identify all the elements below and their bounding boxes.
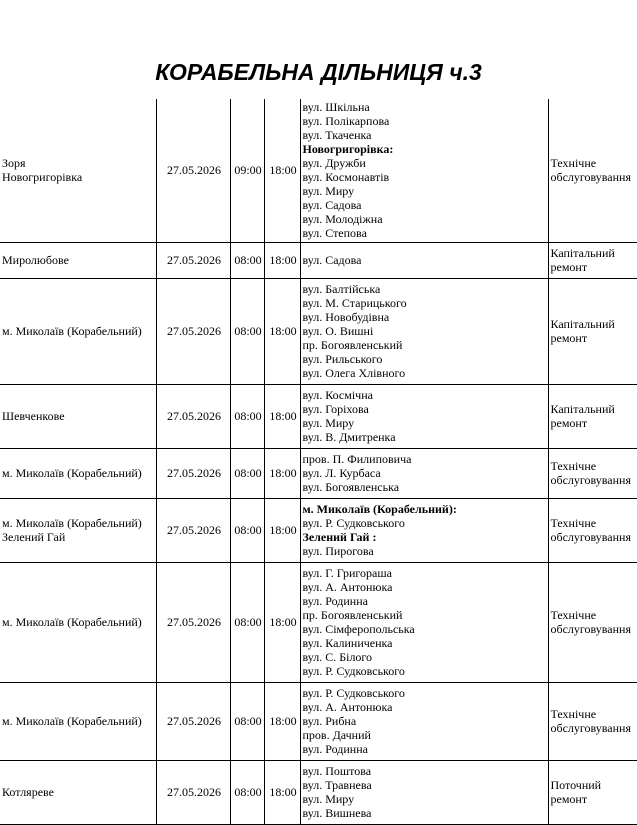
work-type-cell — [548, 562, 637, 682]
street-name: вул. Поштова — [303, 764, 548, 778]
work-type-text: Технічне — [551, 156, 637, 170]
work-type-text: ремонт — [551, 792, 637, 806]
street-name: вул. Молодіжна — [303, 212, 548, 226]
date-cell: 27.05.2026 — [156, 448, 230, 498]
settlement-cell — [0, 278, 156, 384]
work-type-text: Капітальний — [551, 317, 637, 331]
work-type-text: Технічне — [551, 516, 637, 530]
start-time-cell: 08:00 — [230, 278, 264, 384]
work-type-text: ремонт — [551, 416, 637, 430]
work-type-cell — [548, 278, 637, 384]
table-row — [0, 99, 637, 242]
street-name: вул. Садова — [303, 198, 548, 212]
work-type-cell — [548, 498, 637, 562]
work-type-text: обслуговування — [551, 170, 637, 184]
street-name: вул. Миру — [303, 416, 548, 430]
work-type-text: ремонт — [551, 331, 637, 345]
start-time-cell: 08:00 — [230, 562, 264, 682]
date-cell: 27.05.2026 — [156, 498, 230, 562]
street-name: вул. Травнева — [303, 778, 548, 792]
work-type-cell — [548, 242, 637, 278]
end-time-cell: 18:00 — [264, 562, 300, 682]
date-cell: 27.05.2026 — [156, 760, 230, 824]
street-name: вул. Богоявленська — [303, 480, 548, 494]
streets-cell — [300, 99, 548, 242]
table-row — [0, 384, 637, 448]
street-name: вул. Г. Григораша — [303, 566, 548, 580]
date-cell: 27.05.2026 — [156, 682, 230, 760]
outage-schedule-body — [0, 99, 637, 824]
street-name: вул. Калиниченка — [303, 636, 548, 650]
settlement-name: м. Миколаїв (Корабельний) — [2, 615, 156, 629]
settlement-name: Новогригорівка — [2, 170, 156, 184]
street-name: вул. Олега Хлівного — [303, 366, 548, 380]
street-name: вул. Полікарпова — [303, 114, 548, 128]
page-title: КОРАБЕЛЬНА ДІЛЬНИЦЯ ч.3 — [0, 58, 637, 86]
settlement-name: Миролюбове — [2, 253, 156, 267]
date-cell: 27.05.2026 — [156, 278, 230, 384]
street-name: вул. Р. Судковського — [303, 664, 548, 678]
work-type-text: Технічне — [551, 608, 637, 622]
table-row — [0, 278, 637, 384]
street-name: вул. Родинна — [303, 594, 548, 608]
street-name: вул. Шкільна — [303, 100, 548, 114]
street-name: вул. Р. Судковського — [303, 686, 548, 700]
street-name: вул. Новобудівна — [303, 310, 548, 324]
start-time-cell: 08:00 — [230, 760, 264, 824]
date-cell: 27.05.2026 — [156, 384, 230, 448]
streets-cell — [300, 384, 548, 448]
street-name: вул. Родинна — [303, 742, 548, 756]
street-name: вул. Горіхова — [303, 402, 548, 416]
street-name: пров. Дачний — [303, 728, 548, 742]
table-row — [0, 498, 637, 562]
street-name: вул. Космонавтів — [303, 170, 548, 184]
work-type-text: ремонт — [551, 260, 637, 274]
end-time-cell: 18:00 — [264, 384, 300, 448]
work-type-text: обслуговування — [551, 473, 637, 487]
settlement-name: м. Миколаїв (Корабельний) — [2, 714, 156, 728]
work-type-text: обслуговування — [551, 530, 637, 544]
end-time-cell: 18:00 — [264, 242, 300, 278]
street-name: вул. Ткаченка — [303, 128, 548, 142]
settlement-cell — [0, 562, 156, 682]
end-time-cell: 18:00 — [264, 448, 300, 498]
street-name: вул. Пирогова — [303, 544, 548, 558]
work-type-text: Технічне — [551, 459, 637, 473]
date-cell: 27.05.2026 — [156, 562, 230, 682]
street-name: вул. Сімферопольська — [303, 622, 548, 636]
work-type-cell — [548, 760, 637, 824]
start-time-cell: 08:00 — [230, 498, 264, 562]
street-name: вул. С. Білого — [303, 650, 548, 664]
street-name: вул. Дружби — [303, 156, 548, 170]
end-time-cell: 18:00 — [264, 682, 300, 760]
date-cell: 27.05.2026 — [156, 99, 230, 242]
street-name: пр. Богоявленський — [303, 338, 548, 352]
streets-cell — [300, 760, 548, 824]
settlement-name: м. Миколаїв (Корабельний) — [2, 516, 156, 530]
start-time-cell: 08:00 — [230, 448, 264, 498]
settlement-name: Зелений Гай — [2, 530, 156, 544]
street-name: вул. Р. Судковського — [303, 516, 548, 530]
settlement-cell — [0, 448, 156, 498]
street-name: вул. Миру — [303, 792, 548, 806]
settlement-name: Шевченкове — [2, 409, 156, 423]
settlement-cell — [0, 99, 156, 242]
streets-cell — [300, 498, 548, 562]
street-name: пр. Богоявленський — [303, 608, 548, 622]
settlement-name: Зоря — [2, 156, 156, 170]
streets-cell — [300, 682, 548, 760]
settlement-cell — [0, 384, 156, 448]
street-name: пров. П. Филиповича — [303, 452, 548, 466]
work-type-text: Капітальний — [551, 402, 637, 416]
settlement-cell — [0, 760, 156, 824]
settlement-name: м. Миколаїв (Корабельний) — [2, 324, 156, 338]
street-name: вул. Степова — [303, 226, 548, 240]
streets-cell — [300, 448, 548, 498]
street-name: вул. Балтійська — [303, 282, 548, 296]
settlement-cell — [0, 682, 156, 760]
street-name: вул. М. Старицького — [303, 296, 548, 310]
streets-group-heading: м. Миколаїв (Корабельний): — [303, 502, 548, 516]
settlement-cell — [0, 498, 156, 562]
streets-cell — [300, 278, 548, 384]
street-name: вул. Садова — [303, 253, 548, 267]
work-type-cell — [548, 384, 637, 448]
streets-group-heading: Новогригорівка: — [303, 142, 548, 156]
table-row — [0, 242, 637, 278]
street-name: вул. Рибна — [303, 714, 548, 728]
street-name: вул. В. Дмитренка — [303, 430, 548, 444]
start-time-cell: 08:00 — [230, 242, 264, 278]
start-time-cell: 08:00 — [230, 384, 264, 448]
work-type-text: обслуговування — [551, 721, 637, 735]
start-time-cell: 09:00 — [230, 99, 264, 242]
street-name: вул. Вишнева — [303, 806, 548, 820]
street-name: вул. А. Антонюка — [303, 580, 548, 594]
work-type-text: Технічне — [551, 707, 637, 721]
settlement-cell — [0, 242, 156, 278]
end-time-cell: 18:00 — [264, 99, 300, 242]
work-type-text: Капітальний — [551, 246, 637, 260]
work-type-text: обслуговування — [551, 622, 637, 636]
work-type-cell — [548, 682, 637, 760]
settlement-name: Котляреве — [2, 785, 156, 799]
table-row — [0, 562, 637, 682]
work-type-text: Поточний — [551, 778, 637, 792]
work-type-cell — [548, 448, 637, 498]
settlement-name: м. Миколаїв (Корабельний) — [2, 466, 156, 480]
table-row — [0, 760, 637, 824]
streets-cell — [300, 242, 548, 278]
outage-schedule-table — [0, 99, 637, 825]
end-time-cell: 18:00 — [264, 278, 300, 384]
end-time-cell: 18:00 — [264, 760, 300, 824]
start-time-cell: 08:00 — [230, 682, 264, 760]
street-name: вул. О. Вишні — [303, 324, 548, 338]
work-type-cell — [548, 99, 637, 242]
street-name: вул. Рильського — [303, 352, 548, 366]
streets-cell — [300, 562, 548, 682]
street-name: вул. Космічна — [303, 388, 548, 402]
end-time-cell: 18:00 — [264, 498, 300, 562]
table-row — [0, 682, 637, 760]
date-cell: 27.05.2026 — [156, 242, 230, 278]
street-name: вул. А. Антонюка — [303, 700, 548, 714]
table-row — [0, 448, 637, 498]
street-name: вул. Миру — [303, 184, 548, 198]
street-name: вул. Л. Курбаса — [303, 466, 548, 480]
streets-group-heading: Зелений Гай : — [303, 530, 548, 544]
